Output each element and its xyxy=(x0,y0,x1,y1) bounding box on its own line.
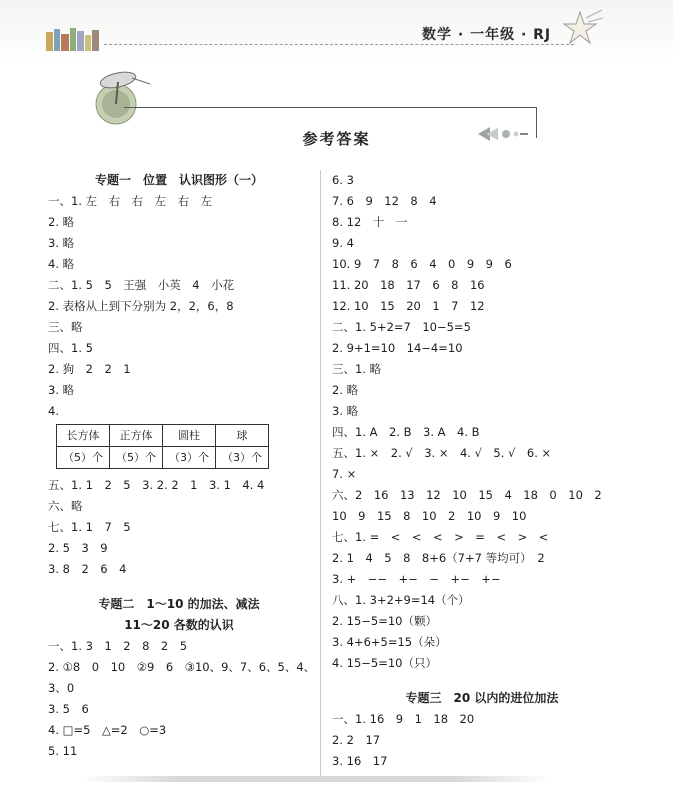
shape-count-table xyxy=(56,424,269,469)
answer-line: 五、1. 1 2 5 3. 2. 2 1 3. 1 4. 4 xyxy=(48,478,265,492)
answer-line: 8. 12 十 一 xyxy=(332,215,408,229)
table-cell: （3）个 xyxy=(163,447,216,469)
answer-line: 四、1. 5 xyxy=(48,341,93,355)
table-cell: （5）个 xyxy=(110,447,163,469)
subject-label: 数学 · 一年级 · RJ xyxy=(422,27,552,43)
section-heading: 专题一 位置 认识图形（一） xyxy=(94,173,263,187)
books-icon xyxy=(44,26,104,52)
answer-line: 3. + −− +− − +− +− xyxy=(332,572,501,586)
answer-line: 3. 略 xyxy=(332,404,359,418)
answer-line: 3. 4+6+5=15（朵） xyxy=(332,635,447,649)
table-row xyxy=(57,447,269,469)
answer-line: 3. 16 17 xyxy=(332,754,388,768)
page-title: 参考答案 xyxy=(302,130,371,148)
answer-line: 3. 略 xyxy=(48,383,75,397)
answer-line: 4. 略 xyxy=(48,257,75,271)
answer-line: 7. × xyxy=(332,467,357,481)
answer-line: 六、略 xyxy=(48,499,83,513)
section-heading: 11～20 各数的认识 xyxy=(124,618,234,632)
table-header-cell: 正方体 xyxy=(110,425,163,447)
answer-line: 2. 1 4 5 8 8+6（7+7 等均可） 2 xyxy=(332,551,545,565)
answer-line: 11. 20 18 17 6 8 16 xyxy=(332,278,485,292)
answer-line: 5. 11 xyxy=(48,744,78,758)
answer-line: 3. 略 xyxy=(48,236,75,250)
answer-line: 八、1. 3+2+9=14（个） xyxy=(332,593,470,607)
answer-line: 2. ①8 0 10 ②9 6 ③10、9、7、6、5、4、 xyxy=(48,660,316,674)
answer-line: 四、1. A 2. B 3. A 4. B xyxy=(332,425,480,439)
answer-line: 三、略 xyxy=(48,320,83,334)
answer-line: 9. 4 xyxy=(332,236,354,250)
footer-band xyxy=(80,776,550,782)
answer-line: 七、1. 1 7 5 xyxy=(48,520,131,534)
answer-line: 2. 5 3 9 xyxy=(48,541,108,555)
answer-line: 4. □=5 △=2 ○=3 xyxy=(48,723,167,737)
answer-line: 7. 6 9 12 8 4 xyxy=(332,194,437,208)
answer-line: 4. xyxy=(48,404,59,418)
answer-line: 七、1. = < < < > = < > < xyxy=(332,530,549,544)
answer-line: 六、2 16 13 12 10 15 4 18 0 10 2 xyxy=(332,488,602,502)
answers-right-column xyxy=(332,170,632,772)
answer-line: 4. 15−5=10（只） xyxy=(332,656,437,670)
answer-line: 一、1. 3 1 2 8 2 5 xyxy=(48,639,188,653)
answer-line: 12. 10 15 20 1 7 12 xyxy=(332,299,485,313)
table-header-cell: 球 xyxy=(216,425,269,447)
table-cell: （3）个 xyxy=(216,447,269,469)
star-icon xyxy=(560,8,604,48)
answer-line: 一、1. 16 9 1 18 20 xyxy=(332,712,475,726)
arrow-left-icon xyxy=(476,124,528,144)
answer-line: 2. 15−5=10（颗） xyxy=(332,614,437,628)
answer-line: 3. 8 2 6 4 xyxy=(48,562,127,576)
table-header-cell: 圆柱 xyxy=(163,425,216,447)
column-divider xyxy=(320,170,321,776)
section-heading: 专题三 20 以内的进位加法 xyxy=(405,691,559,705)
spacer xyxy=(48,580,310,594)
answer-line: 3. 5 6 xyxy=(48,702,89,716)
answer-line: 6. 3 xyxy=(332,173,354,187)
table-cell: （5）个 xyxy=(57,447,110,469)
answer-line: 2. 2 17 xyxy=(332,733,381,747)
answer-line: 3、0 xyxy=(48,681,75,695)
answer-line: 二、1. 5 5 王强 小英 4 小花 xyxy=(48,278,235,292)
answer-line: 2. 略 xyxy=(332,383,359,397)
answer-line: 2. 略 xyxy=(48,215,75,229)
spacer xyxy=(332,674,632,688)
answer-line: 2. 狗 2 2 1 xyxy=(48,362,131,376)
header-dashed-line xyxy=(104,44,574,45)
answer-line: 五、1. × 2. √ 3. × 4. √ 5. √ 6. × xyxy=(332,446,552,460)
answer-line: 二、1. 5+2=7 10−5=5 xyxy=(332,320,471,334)
table-header-row xyxy=(57,425,269,447)
answer-line: 2. 表格从上到下分别为 2，2，6，8 xyxy=(48,299,234,313)
answer-line: 2. 9+1=10 14−4=10 xyxy=(332,341,463,355)
answer-line: 三、1. 略 xyxy=(332,362,382,376)
answer-line: 10. 9 7 8 6 4 0 9 9 6 xyxy=(332,257,512,271)
answers-left-column xyxy=(48,170,316,762)
table-header-cell: 长方体 xyxy=(57,425,110,447)
answer-line: 一、1. 左 右 右 左 右 左 xyxy=(48,194,213,208)
answer-line: 10 9 15 8 10 2 10 9 10 xyxy=(332,509,527,523)
section-heading: 专题二 1～10 的加法、减法 xyxy=(98,597,260,611)
